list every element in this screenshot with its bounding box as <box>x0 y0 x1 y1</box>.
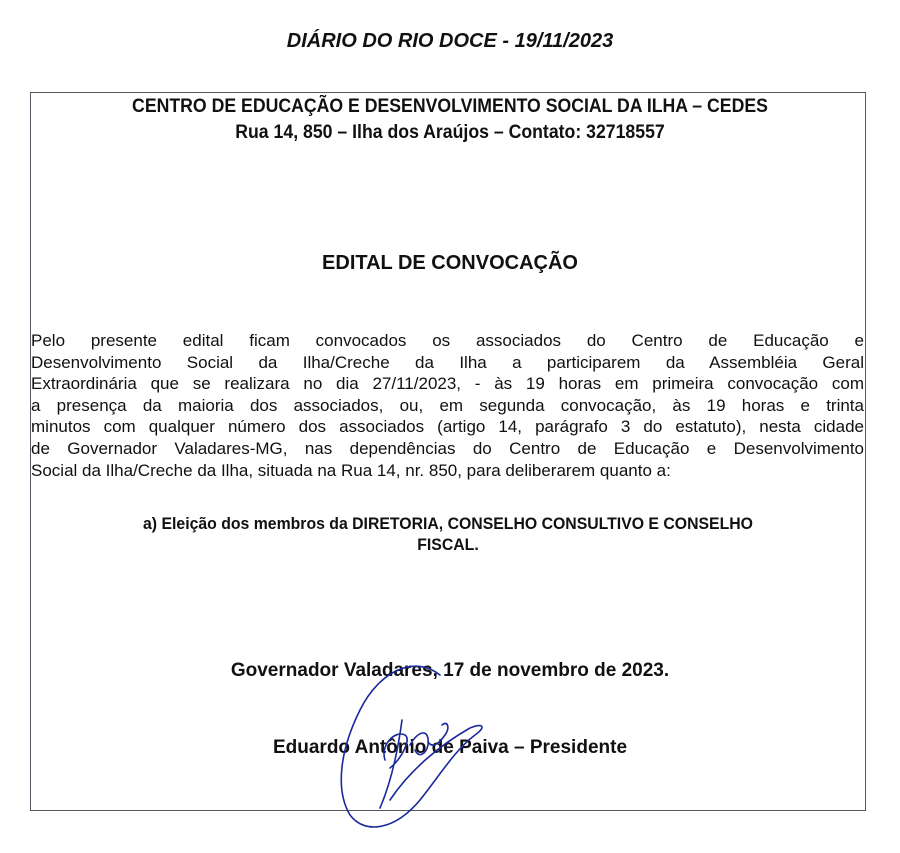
agenda-item <box>30 513 866 555</box>
publication-header: DIÁRIO DO RIO DOCE - 19/11/2023 <box>286 30 614 52</box>
signatory-name: Eduardo Antônio de Paiva – Presidente <box>272 737 628 758</box>
organization-address: Rua 14, 850 – Ilha dos Araújos – Contato: 32718557 <box>235 122 665 143</box>
body-line: a presença da maioria dos associados, ou, em segunda convocação, às 19 horas e trinta <box>31 395 864 415</box>
agenda-item-line: FISCAL. <box>417 535 479 554</box>
body-line: Desenvolvimento Social da Ilha/Creche da Ilha a participarem da Assembléia Geral <box>31 352 864 372</box>
body-line: de Governador Valadares-MG, nas dependências do Centro de Educação e Desenvolvimento <box>31 438 864 458</box>
notice-title: EDITAL DE CONVOCAÇÃO <box>322 252 578 274</box>
body-line: Extraordinária que se realizara no dia 27/11/2023, - às 19 horas em primeira convocação com <box>31 374 864 394</box>
body-line: minutos com qualquer número dos associados (artigo 14, parágrafo 3 do estatuto), nesta cidade <box>31 417 864 437</box>
agenda-item-line: a) Eleição dos membros da DIRETORIA, CONSELHO CONSULTIVO E CONSELHO <box>143 514 753 533</box>
body-line: Social da Ilha/Creche da Ilha, situada na Rua 14, nr. 850, para deliberarem quanto a: <box>31 460 671 480</box>
organization-name: CENTRO DE EDUCAÇÃO E DESENVOLVIMENTO SOCIAL DA ILHA – CEDES <box>132 96 768 117</box>
notice-body <box>31 330 864 481</box>
body-line: Pelo presente edital ficam convocados os associados do Centro de Educação e <box>31 331 864 350</box>
place-and-date: Governador Valadares, 17 de novembro de 2023. <box>230 660 670 681</box>
